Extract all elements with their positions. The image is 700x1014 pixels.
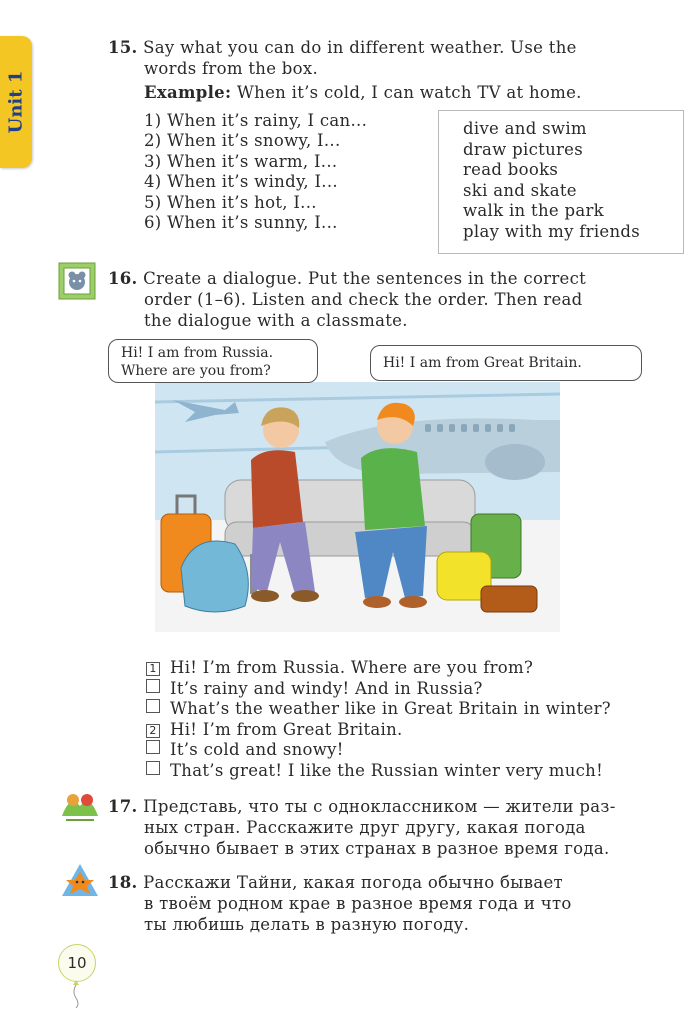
ex17-text-1: Представь, что ты с одноклассником — жители раз-: [143, 797, 616, 816]
dialogue-line: [146, 679, 483, 698]
ex18-text-1: Расскажи Тайни, какая погода обычно бывает: [143, 873, 563, 892]
ex15-example: [144, 83, 582, 102]
ex15-item: 6) When it’s sunny, I...: [144, 213, 338, 232]
ex18-line1: [108, 873, 563, 892]
ex17-number: 17.: [108, 797, 138, 816]
dialogue-text: Hi! I’m from Russia. Where are you from?: [170, 658, 534, 677]
ex15-item: 2) When it’s snowy, I...: [144, 131, 341, 150]
speech-bubble-left-line2: Where are you from?: [121, 363, 271, 379]
dialogue-line: [146, 720, 403, 739]
order-checkbox[interactable]: [146, 740, 160, 754]
ex15-item: 3) When it’s warm, I...: [144, 152, 338, 171]
word-box-item: walk in the park: [463, 201, 604, 220]
word-box-item: draw pictures: [463, 139, 584, 159]
speech-bubble-left: [108, 339, 318, 383]
dialogue-text: It’s rainy and windy! And in Russia?: [170, 679, 483, 698]
ex18-text-3: ты любишь делать в разную погоду.: [144, 915, 470, 934]
word-box-item: read books: [463, 160, 559, 179]
speech-bubble-right: [370, 345, 642, 381]
ex17-line1: [108, 797, 616, 816]
dialogue-text: What’s the weather like in Great Britain in winter?: [170, 699, 611, 718]
dialogue-text: It’s cold and snowy!: [170, 740, 344, 759]
order-checkbox[interactable]: [146, 699, 160, 713]
dialogue-text: That’s great! I like the Russian winter very much!: [170, 761, 604, 780]
page-number: 10: [58, 944, 96, 982]
order-checkbox[interactable]: 2: [146, 724, 160, 738]
tiny-character-icon: [60, 862, 100, 898]
order-checkbox[interactable]: 1: [146, 662, 160, 676]
word-box: [438, 110, 684, 254]
ex18-text-2: в твоём родном крае в разное время года и что: [144, 894, 572, 913]
ex16-instruction-1: Create a dialogue. Put the sentences in the correct: [143, 269, 587, 288]
order-checkbox[interactable]: [146, 761, 160, 775]
airport-illustration: [155, 382, 560, 632]
ex16-instruction-2: order (1–6). Listen and check the order. Then read: [144, 290, 583, 309]
ex15-number: 15.: [108, 38, 138, 57]
dialogue-line: [146, 761, 603, 780]
ex16-instruction-3: the dialogue with a classmate.: [144, 311, 408, 330]
word-box-item: play with my friends: [463, 221, 641, 241]
speech-bubble-right-text: Hi! I am from Great Britain.: [383, 355, 582, 371]
dialogue-line: [146, 658, 533, 677]
ex17-text-3: обычно бывает в этих странах в разное время года.: [144, 839, 610, 858]
airport-scene: [155, 382, 560, 632]
unit-tab-label: Unit 1: [5, 70, 27, 134]
ex18-number: 18.: [108, 873, 138, 892]
dialogue-text: Hi! I’m from Great Britain.: [170, 720, 403, 739]
ex15-example-label: Example:: [144, 83, 232, 102]
balloon-string-icon: [70, 980, 82, 1008]
ex15-instruction-1: Say what you can do in different weather. Use the: [143, 38, 577, 57]
dialogue-line: [146, 740, 344, 759]
ex15-item: 1) When it’s rainy, I can...: [144, 111, 368, 130]
ex15-item: 5) When it’s hot, I...: [144, 193, 317, 212]
ex15-item: 4) When it’s windy, I...: [144, 172, 338, 191]
order-checkbox[interactable]: [146, 679, 160, 693]
ex17-text-2: ных стран. Расскажите друг другу, какая погода: [144, 818, 586, 837]
dialogue-line: [146, 699, 611, 718]
ex15-instruction-2: words from the box.: [144, 59, 319, 78]
word-box-item: dive and swim: [463, 119, 587, 138]
ex15-line1: [108, 38, 577, 57]
ex15-example-text: When it’s cold, I can watch TV at home.: [236, 83, 582, 102]
pair-work-icon: [60, 786, 100, 822]
speech-bubble-left-line1: Hi! I am from Russia.: [121, 345, 274, 361]
audio-icon: [58, 262, 96, 300]
ex16-line1: [108, 269, 586, 288]
unit-tab: [0, 36, 32, 168]
word-box-item: ski and skate: [463, 180, 577, 200]
ex16-number: 16.: [108, 269, 138, 288]
